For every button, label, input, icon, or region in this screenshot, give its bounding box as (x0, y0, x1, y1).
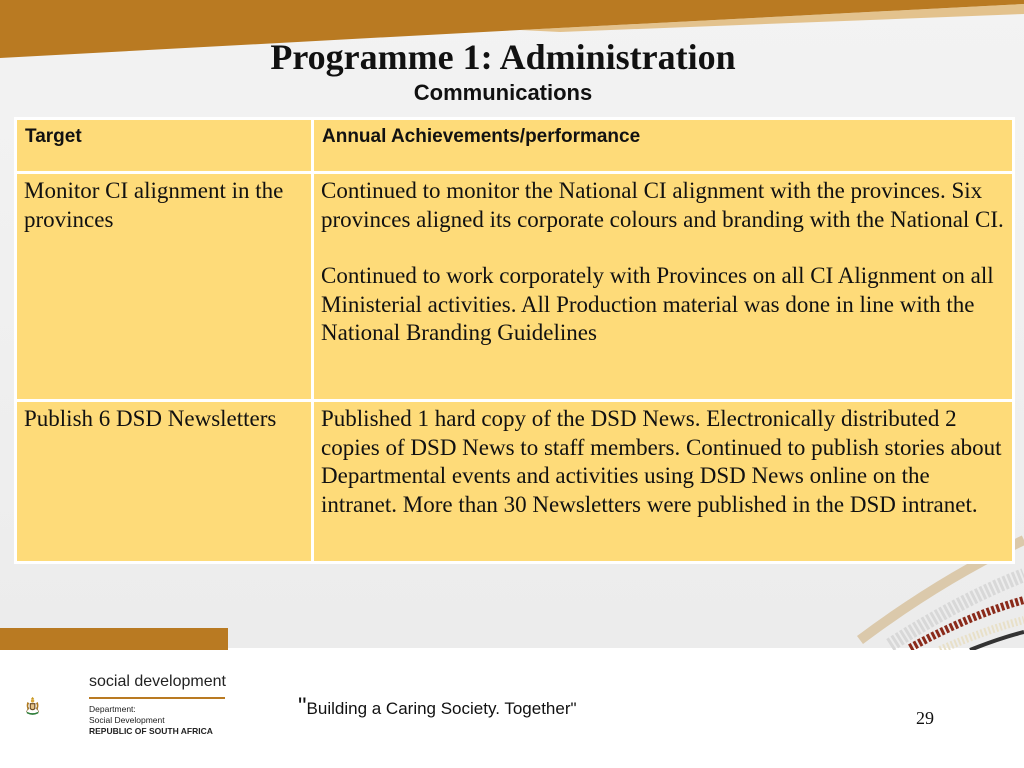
achievement-paragraph: Continued to monitor the National CI alignment with the provinces. Six provinces aligned its corporate colours and branding with the National CI. (321, 178, 1004, 232)
department-line: REPUBLIC OF SOUTH AFRICA (89, 726, 213, 736)
slogan-open-quote: " (298, 693, 307, 720)
department-line: Department: (89, 704, 136, 714)
achievements-table (14, 117, 1015, 564)
slogan (298, 693, 577, 721)
achievement-paragraph: Continued to work corporately with Provinces on all CI Alignment on all Ministerial activities. All Production material was done in line with the National Branding Guidelines (321, 263, 994, 345)
table-row (16, 173, 1014, 401)
coat-of-arms-icon (24, 668, 84, 744)
table-row (16, 401, 1014, 563)
header-target: Target (16, 119, 313, 173)
target-cell: Monitor CI alignment in the provinces (16, 173, 313, 401)
department-brand: social development (89, 673, 226, 690)
slogan-text: Building a Caring Society. Together" (306, 699, 577, 718)
header-achievements: Annual Achievements/performance (313, 119, 1014, 173)
achievement-paragraph: Published 1 hard copy of the DSD News. Electronically distributed 2 copies of DSD News to staff members. Continued to publish stories about Departmental events and activities using DSD News online on the intranet. More than 30 Newsletters were published in the DSD intranet. (321, 406, 1002, 517)
target-cell: Publish 6 DSD Newsletters (16, 401, 313, 563)
department-lines (89, 704, 213, 737)
page-title: Programme 1: Administration (270, 37, 736, 77)
bottom-decorative-band (0, 628, 228, 650)
achievement-cell (313, 401, 1014, 563)
department-line: Social Development (89, 715, 165, 725)
achievement-cell (313, 173, 1014, 401)
page-subtitle: Communications (413, 80, 593, 105)
divider (89, 697, 225, 699)
page-number: 29 (916, 708, 934, 728)
table-header-row (16, 119, 1014, 173)
